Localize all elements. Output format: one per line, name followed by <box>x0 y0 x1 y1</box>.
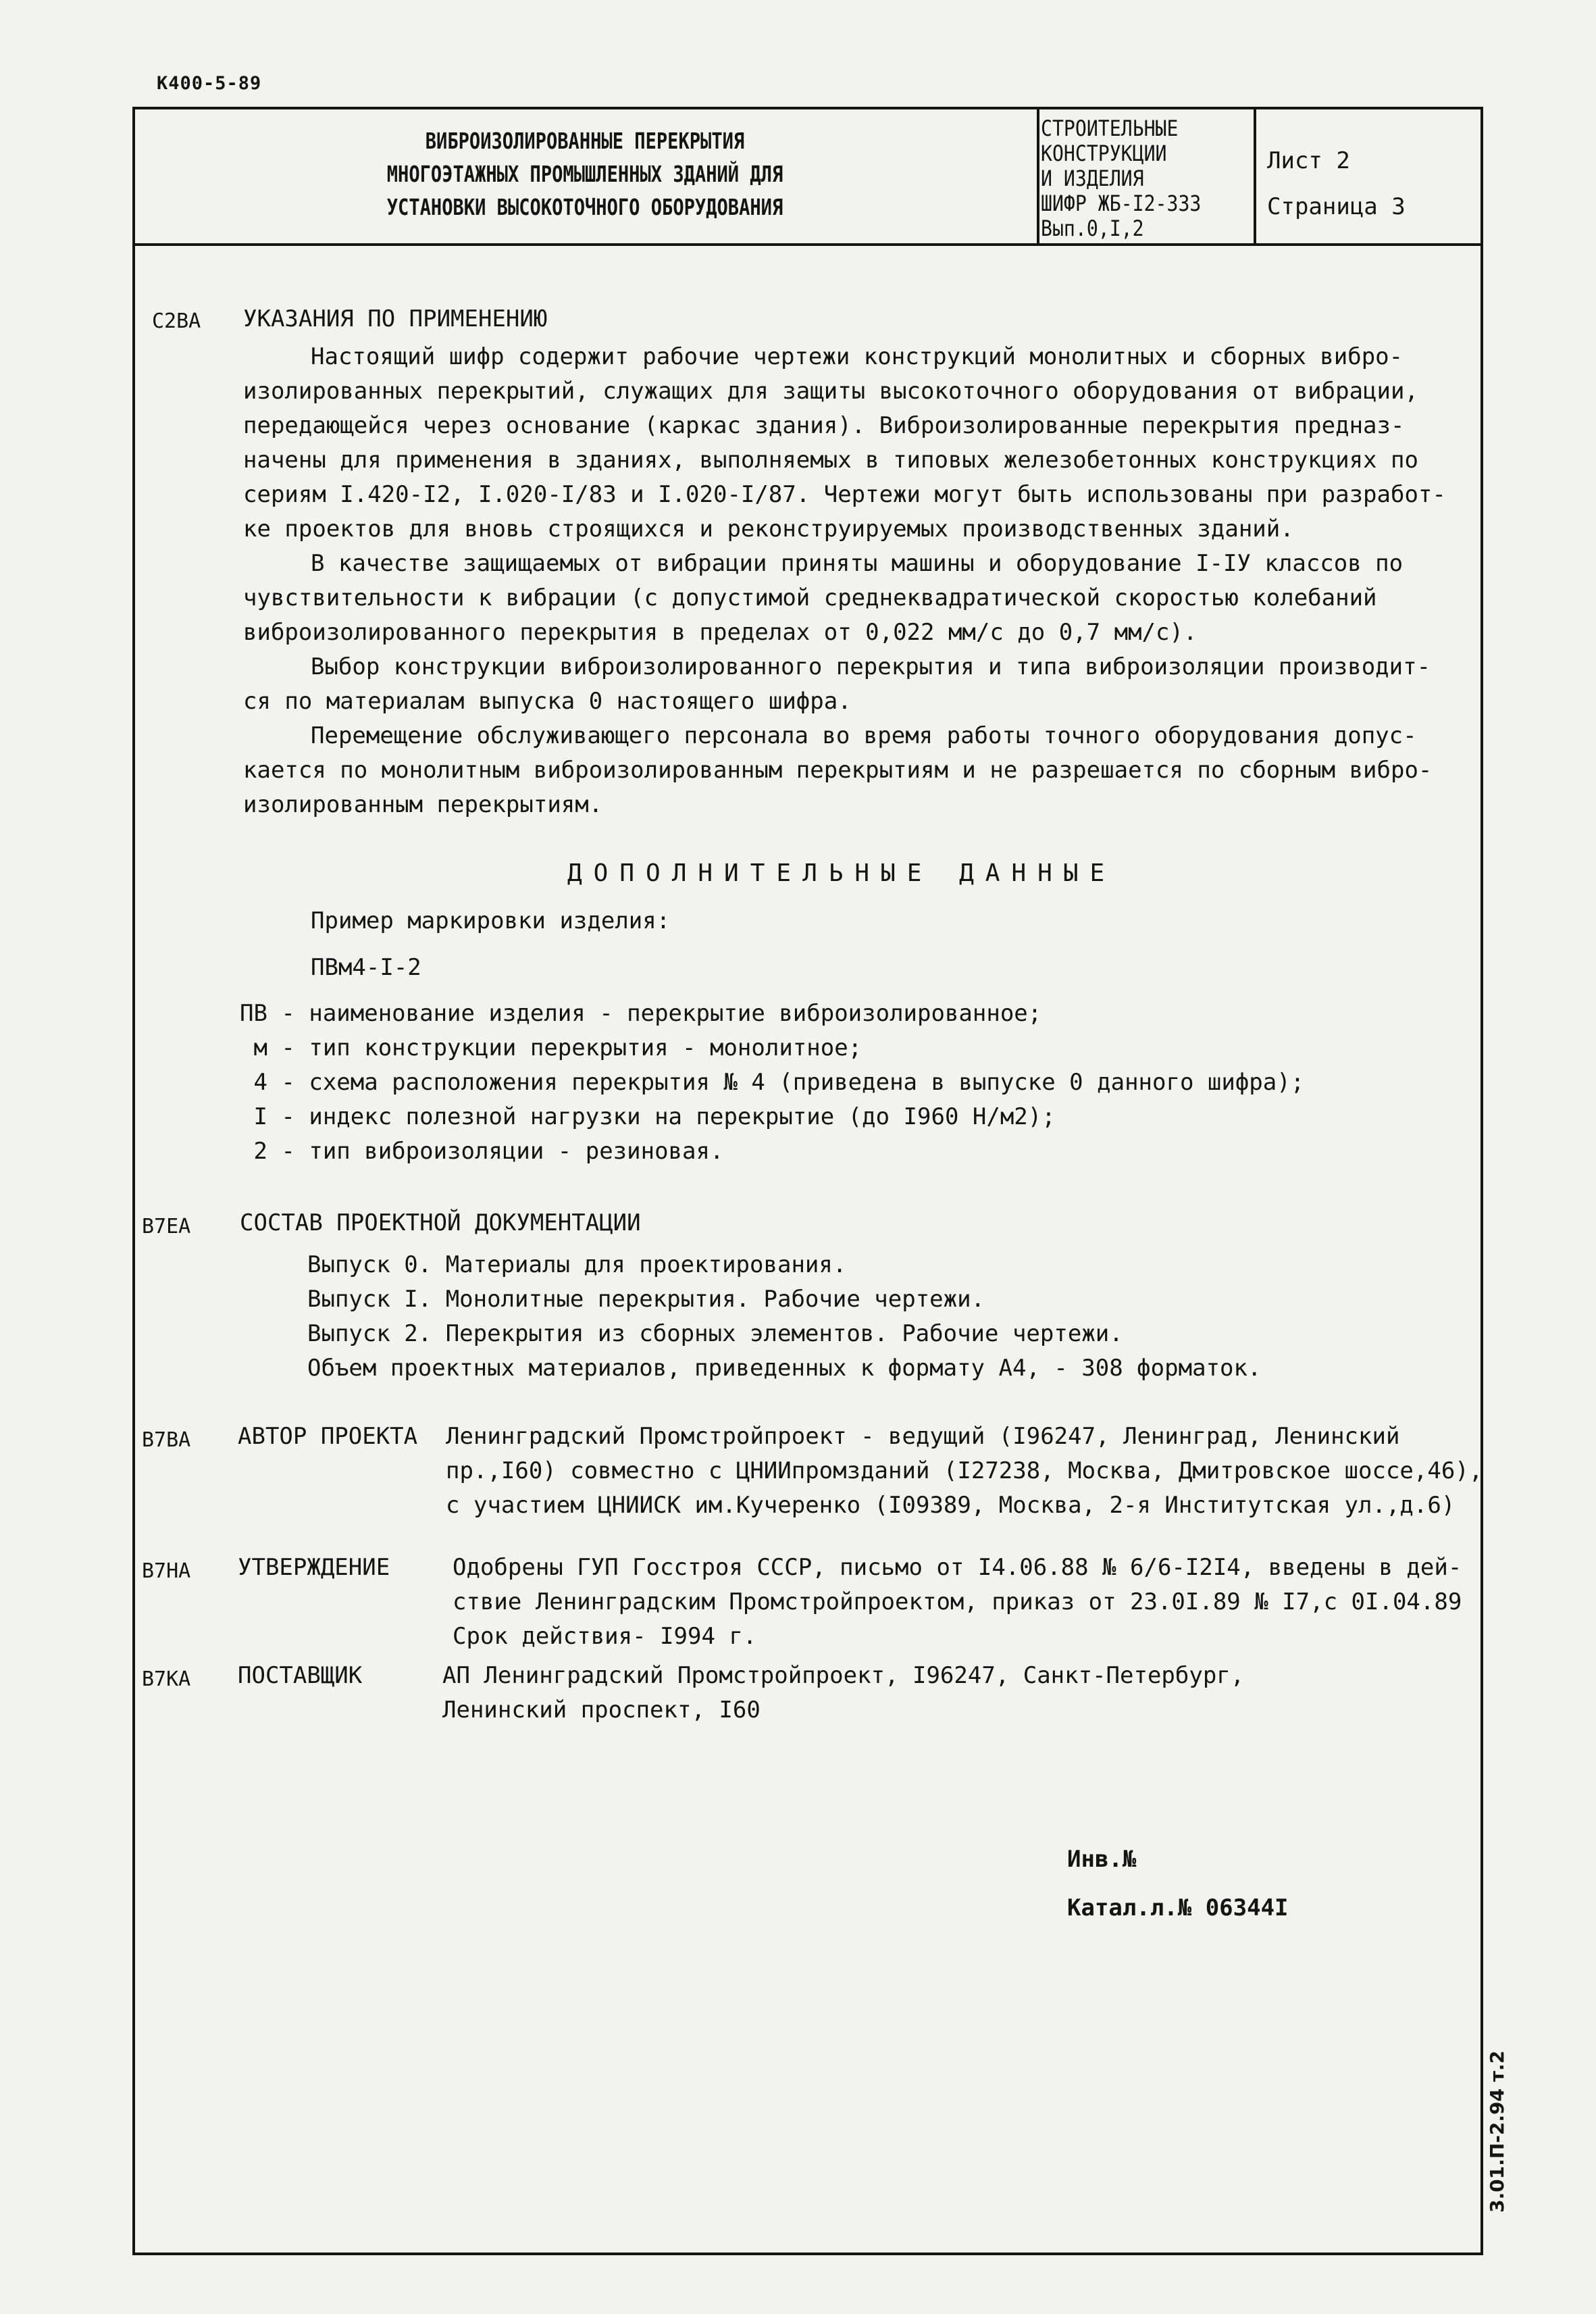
title-line: МНОГОЭТАЖНЫХ ПРОМЫШЛЕННЫХ ЗДАНИЙ ДЛЯ <box>386 161 783 187</box>
title-line: ВИБРОИЗОЛИРОВАННЫЕ ПЕРЕКРЫТИЯ <box>425 128 745 154</box>
title-block-divider <box>1254 107 1256 243</box>
series-line: СТРОИТЕЛЬНЫЕ <box>1041 116 1179 141</box>
series-line: Вып.0,I,2 <box>1041 216 1144 241</box>
additional-heading: ДОПОЛНИТЕЛЬНЫЕ ДАННЫЕ <box>567 859 1116 887</box>
supplier-line: АП Ленинградский Промстройпроект, I96247, Санкт-Петербург, <box>442 1662 1245 1689</box>
composition-heading: СОСТАВ ПРОЕКТНОЙ ДОКУМЕНТАЦИИ <box>240 1209 641 1236</box>
series-info <box>1041 116 1201 241</box>
usage-line: сериям I.420-I2, I.020-I/83 и I.020-I/87. Чертежи могут быть использованы при разработ- <box>243 481 1446 508</box>
usage-line: начены для применения в зданиях, выполняемых в типовых железобетонных конструкциях по <box>243 447 1418 474</box>
side-document-code: 3.01.П-2.94 т.2 <box>1486 2051 1508 2213</box>
supplier-label: ПОСТАВЩИК <box>238 1662 363 1689</box>
usage-line: виброизолированного перекрытия в пределах от 0,022 мм/с до 0,7 мм/с). <box>243 619 1198 646</box>
title-block <box>132 107 1483 246</box>
title-line: УСТАНОВКИ ВЫСОКОТОЧНОГО ОБОРУДОВАНИЯ <box>386 194 783 220</box>
composition-item: Выпуск I. Монолитные перекрытия. Рабочие чертежи. <box>307 1286 985 1313</box>
usage-line: ся по материалам выпуска 0 настоящего шифра. <box>243 688 852 715</box>
approval-line: ствие Ленинградским Промстройпроектом, приказ от 23.0I.89 № I7,с 0I.04.89 <box>453 1588 1462 1615</box>
legend-item: I - индекс полезной нагрузки на перекрытие (до I960 Н/м2); <box>240 1103 1056 1130</box>
supplier-code: В7КА <box>142 1667 191 1691</box>
document-code: К400-5-89 <box>157 73 262 94</box>
usage-line: В качестве защищаемых от вибрации приняты машины и оборудование I-IУ классов по <box>311 550 1404 577</box>
title-block-divider <box>1037 107 1039 243</box>
page-number: Страница 3 <box>1267 193 1406 220</box>
usage-line: изолированных перекрытий, служащих для защиты высокоточного оборудования от вибрации, <box>243 378 1418 405</box>
inventory-number: Инв.№ <box>1067 1846 1137 1873</box>
author-line: Ленинградский Промстройпроект - ведущий (I96247, Ленинград, Ленинский <box>446 1423 1400 1450</box>
composition-item: Выпуск 2. Перекрытия из сборных элементов. Рабочие чертежи. <box>307 1320 1123 1347</box>
usage-line: Настоящий шифр содержит рабочие чертежи конструкций монолитных и сборных вибро- <box>311 343 1404 370</box>
title-block-title <box>214 124 956 224</box>
legend-item: ПВ - наименование изделия - перекрытие виброизолированное; <box>240 1000 1042 1027</box>
supplier-line: Ленинский проспект, I60 <box>442 1696 761 1724</box>
legend-item: 4 - схема расположения перекрытия № 4 (приведена в выпуске 0 данного шифра); <box>240 1069 1305 1096</box>
series-line: ШИФР ЖБ-I2-333 <box>1041 191 1202 216</box>
approval-label: УТВЕРЖДЕНИЕ <box>238 1554 390 1581</box>
legend-item: 2 - тип виброизоляции - резиновая. <box>240 1138 724 1165</box>
usage-line: ке проектов для вновь строящихся и реконструируемых производственных зданий. <box>243 515 1294 543</box>
sheet-info <box>1267 138 1406 230</box>
marking-example-label: Пример маркировки изделия: <box>311 907 671 934</box>
series-line: И ИЗДЕЛИЯ <box>1041 166 1144 191</box>
usage-heading: УКАЗАНИЯ ПО ПРИМЕНЕНИЮ <box>243 305 548 332</box>
composition-item: Выпуск 0. Материалы для проектирования. <box>307 1251 847 1278</box>
composition-item: Объем проектных материалов, приведенных к формату А4, - 308 форматок. <box>307 1355 1262 1382</box>
author-line: с участием ЦНИИСК им.Кучеренко (I09389, Москва, 2-я Институтская ул.,д.6) <box>446 1492 1456 1519</box>
usage-line: Выбор конструкции виброизолированного перекрытия и типа виброизоляции производит- <box>311 653 1431 680</box>
composition-code: В7ЕА <box>142 1215 191 1238</box>
author-label: АВТОР ПРОЕКТА <box>238 1423 418 1450</box>
legend-item: м - тип конструкции перекрытия - монолитное; <box>240 1034 863 1061</box>
sheet-number: Лист 2 <box>1267 147 1350 174</box>
approval-line: Срок действия- I994 г. <box>453 1623 757 1650</box>
catalog-number: Катал.л.№ 06344I <box>1067 1894 1289 1921</box>
usage-line: чувствительности к вибрации (с допустимой среднеквадратической скоростью колебаний <box>243 584 1377 611</box>
author-code: В7ВА <box>142 1428 191 1452</box>
approval-code: В7НА <box>142 1559 191 1583</box>
usage-line: изолированным перекрытиям. <box>243 791 603 818</box>
usage-line: Перемещение обслуживающего персонала во время работы точного оборудования допус- <box>311 722 1417 749</box>
usage-code: С2ВА <box>152 309 201 333</box>
marking-example: ПВм4-I-2 <box>311 954 421 981</box>
author-line: пр.,I60) совместно с ЦНИИпромзданий (I27238, Москва, Дмитровское шоссе,46), <box>446 1457 1483 1484</box>
series-line: КОНСТРУКЦИИ <box>1041 141 1167 166</box>
approval-line: Одобрены ГУП Госстроя СССР, письмо от I4.06.88 № 6/6-I2I4, введены в дей- <box>453 1554 1462 1581</box>
usage-line: передающейся через основание (каркас здания). Виброизолированные перекрытия предназ- <box>243 412 1405 439</box>
usage-line: кается по монолитным виброизолированным перекрытиям и не разрешается по сборным вибро- <box>243 757 1433 784</box>
